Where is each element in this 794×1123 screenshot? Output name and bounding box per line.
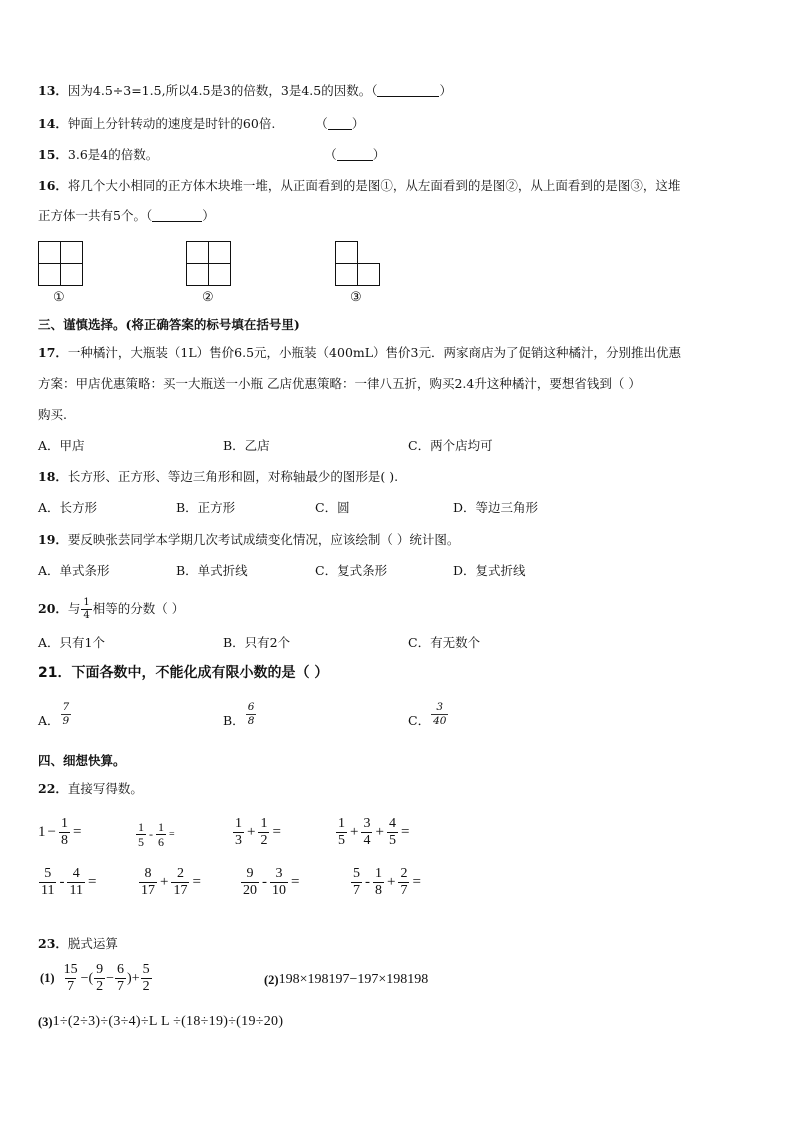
- option-a[interactable]: A． $\frac{7}{9}$: [38, 701, 70, 728]
- cube-face: [38, 241, 61, 264]
- option-b[interactable]: B．只有2个: [223, 635, 291, 650]
- option-c[interactable]: C．复式条形: [315, 563, 388, 578]
- option-d[interactable]: D．等边三角形: [453, 500, 539, 515]
- question-number: 21．: [38, 665, 72, 681]
- question-number: 17．: [38, 345, 68, 360]
- answer-blank[interactable]: [377, 84, 439, 97]
- figure-label: ②: [202, 290, 214, 305]
- cube-face: [186, 241, 209, 264]
- question-number: 22．: [38, 781, 68, 796]
- expression: $\frac{8}{17}$ + $\frac{2}{17}$ =: [141, 866, 201, 898]
- cube-face: [38, 263, 61, 286]
- question-number: 16．: [38, 178, 68, 193]
- answer-blank[interactable]: [337, 148, 373, 161]
- expression: $\frac{5}{11}$ - $\frac{4}{11}$ =: [41, 866, 97, 898]
- figure-label: ①: [53, 290, 65, 305]
- expression-1: (1) $\frac{15}{7}$ −( $\frac{9}{2}$ − $\frac{6}{7}$ )+ $\frac{5}{2}$: [40, 962, 150, 994]
- question-15: 15．3.6是4的倍数。 （ ）: [38, 147, 386, 162]
- question-23: 23．脱式运算: [38, 936, 118, 951]
- question-number: 15．: [38, 147, 68, 162]
- option-c[interactable]: C．有无数个: [408, 635, 481, 650]
- expression: $\frac{5}{7}$ - $\frac{1}{8}$ + $\frac{2}{7}$ =: [353, 866, 421, 898]
- question-text: 将几个大小相同的正方体木块堆一堆，从正面看到的是图①，从左面看到的是图②，从上面看到的是图③，这堆: [67, 178, 681, 193]
- cube-face: [60, 241, 83, 264]
- fraction: $\frac{3}{40}$: [433, 701, 447, 727]
- option-c[interactable]: C． $\frac{3}{40}$: [408, 701, 447, 728]
- expression-2: (2) 198×198197−197×198198: [264, 972, 429, 987]
- expression: $\frac{1}{5}$ - $\frac{1}{6}$ =: [138, 820, 175, 849]
- figure-label: ③: [350, 290, 362, 305]
- cube-face: [208, 263, 231, 286]
- section-4-title: 四、细想快算。: [38, 753, 126, 768]
- option-b[interactable]: B．正方形: [176, 500, 236, 515]
- question-text: 钟面上分针转动的速度是时针的60倍.: [67, 116, 276, 131]
- option-a[interactable]: A．单式条形: [38, 563, 110, 578]
- question-14: 14．钟面上分针转动的速度是时针的60倍. （ ）: [38, 116, 365, 131]
- question-text: 3.6是4的倍数。: [67, 147, 159, 162]
- expression-3: (3) 1÷(2÷3)÷(3÷4)÷L L ÷(18÷19)÷(19÷20): [38, 1014, 284, 1029]
- question-text: 因为4.5÷3=1.5,所以4.5是3的倍数，3是4.5的因数。: [67, 83, 372, 98]
- option-a[interactable]: A．甲店: [38, 438, 85, 453]
- fraction: $\frac{1}{4}$: [83, 597, 90, 621]
- question-number: 18．: [38, 469, 68, 484]
- question-number: 13．: [38, 83, 68, 98]
- question-21: 21．下面各数中，不能化成有限小数的是（ ）: [38, 665, 329, 681]
- question-number: 23．: [38, 936, 68, 951]
- question-13: 13．因为4.5÷3=1.5,所以4.5是3的倍数，3是4.5的因数。（ ）: [38, 83, 452, 98]
- question-19: 19．要反映张芸同学本学期几次考试成绩变化情况，应该绘制（ ）统计图。: [38, 532, 460, 547]
- cube-face: [186, 263, 209, 286]
- question-22: 22．直接写得数。: [38, 781, 143, 796]
- question-17-line1: 17．一种橘汁，大瓶装（1L）售价6.5元，小瓶装（400mL）售价3元．两家商店为了促销这种橘汁，分别推出优惠: [38, 345, 682, 360]
- question-16-line2: 正方体一共有5个。（ ）: [38, 208, 215, 223]
- question-number: 20．: [38, 601, 68, 616]
- question-20: 20．与 $\frac{1}{4}$ 相等的分数（ ）: [38, 597, 185, 621]
- option-b[interactable]: B．乙店: [223, 438, 270, 453]
- question-number: 14．: [38, 116, 68, 131]
- option-a[interactable]: A．长方形: [38, 500, 98, 515]
- option-c[interactable]: C．两个店均可: [408, 438, 493, 453]
- answer-blank[interactable]: [328, 117, 352, 130]
- cube-face: [357, 263, 380, 286]
- answer-blank[interactable]: [152, 209, 202, 222]
- question-17-line2: 方案：甲店优惠策略：买一大瓶送一小瓶 乙店优惠策略：一律八五折，购买2.4升这种橘汁，要想省钱到（ ）: [38, 376, 641, 391]
- expression: $\frac{1}{5}$ + $\frac{3}{4}$ + $\frac{4}{5}$ =: [338, 816, 410, 848]
- expression: $\frac{9}{20}$ - $\frac{3}{10}$ =: [243, 866, 300, 898]
- question-16-line1: [38, 177, 680, 195]
- question-18: 18．长方形、正方形、等边三角形和圆，对称轴最少的图形是( ).: [38, 469, 399, 484]
- option-c[interactable]: C．圆: [315, 500, 350, 515]
- option-a[interactable]: A．只有1个: [38, 635, 105, 650]
- question-17-line3: 购买.: [38, 407, 67, 422]
- cube-face: [335, 241, 358, 264]
- cube-face: [208, 241, 231, 264]
- option-b[interactable]: B．单式折线: [176, 563, 248, 578]
- expression: 1 − $\frac{1}{8}$ =: [38, 816, 82, 848]
- expression: $\frac{1}{3}$ + $\frac{1}{2}$ =: [235, 816, 281, 848]
- fraction: $\frac{6}{8}$: [247, 701, 255, 727]
- cube-face: [60, 263, 83, 286]
- fraction: $\frac{7}{9}$: [62, 701, 70, 727]
- option-b[interactable]: B． $\frac{6}{8}$: [223, 701, 255, 728]
- option-d[interactable]: D．复式折线: [453, 563, 526, 578]
- question-number: 19．: [38, 532, 68, 547]
- section-3-title: 三、谨慎选择。(将正确答案的标号填在括号里): [38, 317, 300, 332]
- cube-face: [335, 263, 358, 286]
